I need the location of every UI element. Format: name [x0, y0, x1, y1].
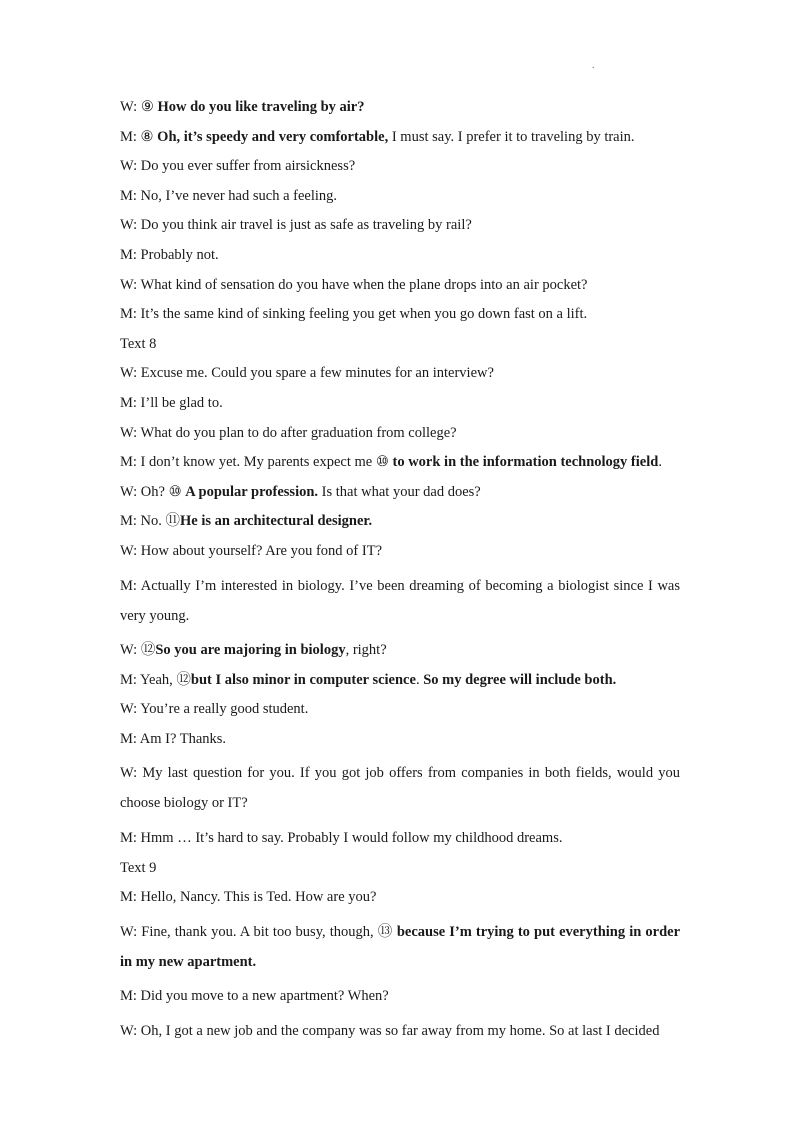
dialogue-text: W: You’re a really good student. [120, 701, 309, 718]
dialogue-text: M: Am I? Thanks. [120, 730, 227, 747]
dialogue-text: ⑫ [140, 642, 156, 659]
dialogue-text: W: How about yourself? Are you fond of IT? [120, 542, 382, 559]
dialogue-line [120, 917, 680, 977]
dialogue-line [120, 304, 680, 324]
dialogue-line [120, 127, 680, 147]
dialogue-line [120, 423, 680, 443]
dialogue-line [120, 97, 680, 117]
dialogue-text: ⑩ [168, 483, 186, 500]
answer-highlight: A popular profession. [185, 483, 319, 500]
dialogue-text: W: Oh, I got a new job and the company was so far away from my home. So at last I decided [120, 1023, 660, 1040]
dialogue-line [120, 1016, 680, 1046]
section-heading [120, 334, 680, 354]
dialogue-text: . [658, 454, 662, 471]
section-heading [120, 858, 680, 878]
dialogue-text: W: [120, 642, 141, 659]
dialogue-text: W: Fine, thank you. A bit too busy, though, [120, 923, 378, 940]
dialogue-text: , right? [345, 642, 387, 659]
dialogue-line [120, 215, 680, 235]
dialogue-text: ⑩ [375, 454, 393, 471]
dialogue-line [120, 186, 680, 206]
dialogue-line [120, 758, 680, 818]
dialogue-line [120, 670, 680, 690]
dialogue-text: M: Actually I’m interested in biology. I’ve been dreaming of becoming a biologist since I was very young. [120, 577, 680, 624]
dialogue-text: W: Do you think air travel is just as safe as traveling by rail? [120, 217, 472, 234]
dialogue-text: Text 9 [120, 859, 157, 876]
dialogue-line [120, 541, 680, 561]
dialogue-text: M: It’s the same kind of sinking feeling you get when you go down fast on a lift. [120, 306, 588, 323]
dialogue-line [120, 452, 680, 472]
answer-highlight: How do you like traveling by air? [157, 99, 365, 115]
dialogue-line [120, 275, 680, 295]
answer-highlight: Oh, it’s speedy and very comfortable, [157, 128, 389, 145]
answer-highlight: So my degree will include both. [423, 671, 617, 688]
dialogue-text: M: Probably not. [120, 246, 219, 263]
dialogue-line [120, 482, 680, 502]
dialogue-text: I must say. I prefer it to traveling by train. [388, 128, 635, 145]
dialogue-text: W: What kind of sensation do you have when the plane drops into an air pocket? [120, 276, 588, 293]
dialogue-text: ⑨ [140, 99, 158, 115]
dialogue-text: Is that what your dad does? [318, 483, 481, 500]
dialogue-text: M: Yeah, [120, 671, 177, 688]
dialogue-line [120, 887, 680, 907]
dialogue-line [120, 640, 680, 660]
dialogue-text: W: Oh? [120, 483, 169, 500]
dialogue-line [120, 571, 680, 631]
dialogue-text: Text 8 [120, 335, 157, 352]
dialogue-text: M: No, I’ve never had such a feeling. [120, 187, 338, 204]
dialogue-text: M: Hmm … It’s hard to say. Probably I would follow my childhood dreams. [120, 830, 563, 847]
answer-highlight: So you are majoring in biology [155, 642, 346, 659]
dialogue-text: ⑪ [165, 513, 181, 530]
dialogue-text: W: [120, 99, 141, 115]
answer-highlight: to work in the information technology field [392, 454, 659, 471]
dialogue-line [120, 363, 680, 383]
dialogue-line [120, 729, 680, 749]
answer-highlight: but I also minor in computer science [190, 671, 416, 688]
dialogue-text: M: Did you move to a new apartment? When? [120, 988, 389, 1005]
answer-highlight: because I’m trying to put everything in order in my new apartment. [120, 923, 681, 970]
dialogue-transcript [120, 97, 680, 1056]
dialogue-line [120, 828, 680, 848]
dialogue-text: . [415, 671, 424, 688]
dialogue-text: M: No. [120, 513, 166, 530]
dialogue-line [120, 511, 680, 531]
dialogue-text: M: I’ll be glad to. [120, 394, 223, 411]
dialogue-text: M: [120, 128, 141, 145]
dialogue-text: ⑫ [176, 671, 191, 688]
dialogue-text: ⑬ [377, 923, 397, 940]
dialogue-text: M: I don’t know yet. My parents expect me [120, 454, 376, 471]
dialogue-line [120, 986, 680, 1006]
dialogue-line [120, 393, 680, 413]
page-corner-mark: . [592, 60, 595, 71]
dialogue-text: W: Excuse me. Could you spare a few minutes for an interview? [120, 365, 494, 382]
dialogue-text: W: Do you ever suffer from airsickness? [120, 158, 356, 175]
dialogue-line [120, 245, 680, 265]
dialogue-line [120, 156, 680, 176]
dialogue-text: W: My last question for you. If you got job offers from companies in both fields, would you choose biology or IT? [120, 765, 680, 812]
dialogue-line [120, 699, 680, 719]
dialogue-text: ⑧ [140, 128, 158, 145]
answer-highlight: He is an architectural designer. [180, 513, 373, 530]
dialogue-text: M: Hello, Nancy. This is Ted. How are you? [120, 889, 377, 906]
dialogue-text: W: What do you plan to do after graduation from college? [120, 424, 457, 441]
